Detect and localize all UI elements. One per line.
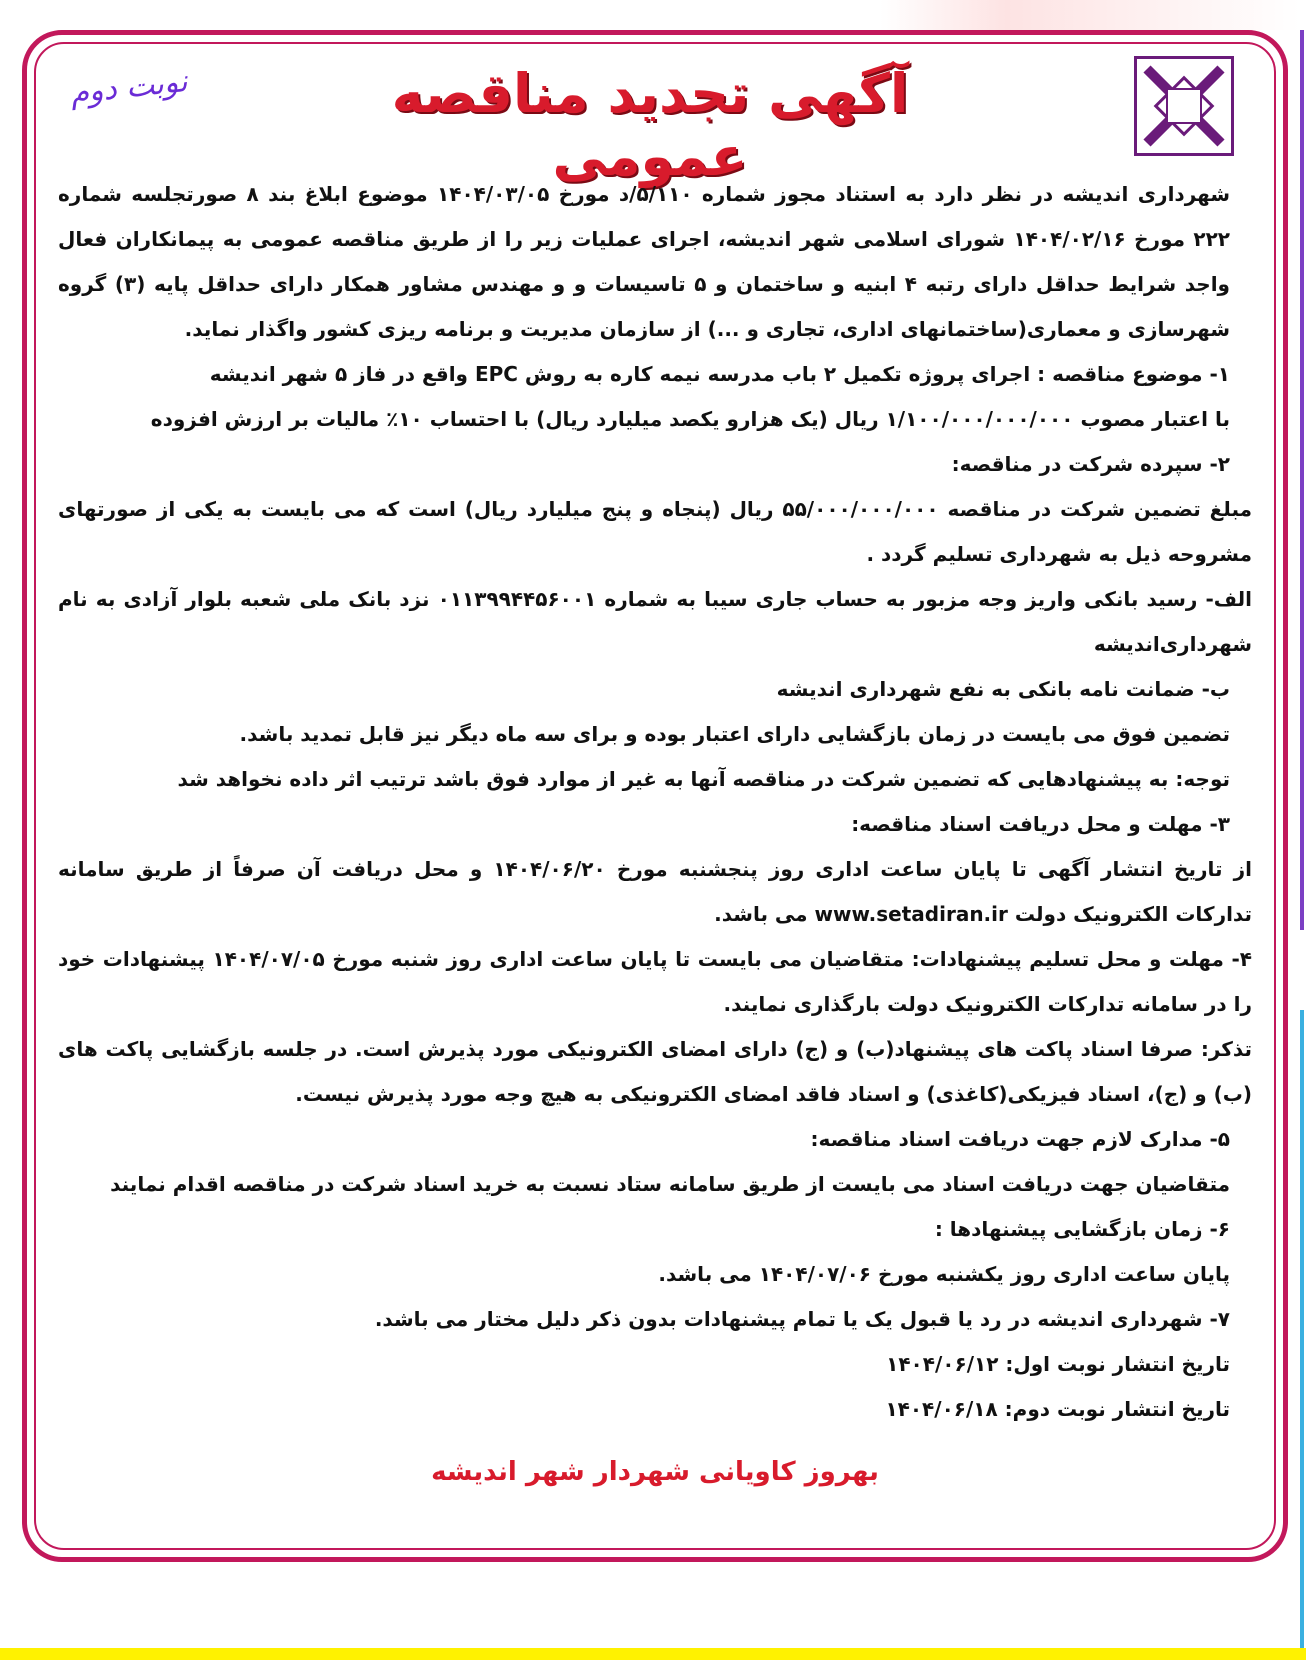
reminder-text: تذکر: صرفا اسناد پاکت های پیشنهاد(ب) و (ج) دارای امضای الکترونیکی مورد پذیرش است. در جلسه بازگشایی پاکت های (ب) و (ج)، اسناد فیزیکی(کاغذی) و اسناد فاقد امضای الکترونیکی به هیچ وجه مورد پذیرش نیست. (58, 1037, 1252, 1106)
item-1-budget: با اعتبار مصوب ۱/۱۰۰/۰۰۰/۰۰۰/۰۰۰ ریال (یک هزارو یکصد میلیارد ریال) با احتساب ۱۰٪ مالیات بر ارزش افزوده (150, 407, 1230, 431)
item-4-text: ۴- مهلت و محل تسلیم پیشنهادات: متقاضیان می بایست تا پایان ساعت اداری روز شنبه مورخ ۱۴۰۴/۰۷/۰۵ پیشنهادات خود را در سامانه تدارکات الکترونیک دولت بارگذاری نمایند. (58, 947, 1252, 1016)
page-title: آگهی تجدید مناقصه عمومی (391, 62, 909, 188)
tender-body (58, 172, 1252, 1490)
item-2-note: توجه: به پیشنهادهایی که تضمین شرکت در مناقصه آنها به غیر از موارد فوق باشد ترتیب اثر داده نخواهد شد (177, 767, 1230, 791)
item-2-title: ۲- سپرده شرکت در مناقصه: (951, 452, 1230, 476)
item-6-text: پایان ساعت اداری روز یکشنبه مورخ ۱۴۰۴/۰۷/۰۶ می باشد. (658, 1262, 1230, 1286)
item-5-title: ۵- مدارک لازم جهت دریافت اسناد مناقصه: (810, 1127, 1230, 1151)
item-6-title: ۶- زمان بازگشایی پیشنهادها : (934, 1217, 1230, 1241)
item-5-text: متقاضیان جهت دریافت اسناد می بایست از طریق سامانه ستاد نسبت به خرید اسناد شرکت در مناقصه اقدام نمایند (110, 1172, 1230, 1196)
top-watermark-strip (880, 0, 1300, 30)
side-divider-purple (1300, 30, 1304, 930)
item-2-validity: تضمین فوق می بایست در زمان بازگشایی دارای اعتبار بوده و برای سه ماه دیگر نیز قابل تمدید باشد. (239, 722, 1230, 746)
item-2-alef: الف- رسید بانکی واریز وجه مزبور به حساب جاری سیبا به شماره ۰۱۱۳۹۹۴۴۵۶۰۰۱ نزد بانک ملی شعبه بلوار آزادی به نام شهرداری‌اندیشه (58, 587, 1252, 656)
intro-paragraph: شهرداری اندیشه در نظر دارد به استناد مجوز شماره ۵/۱۱۰/د مورخ ۱۴۰۴/۰۳/۰۵ موضوع ابلاغ بند ۸ صورتجلسه شماره ۲۲۲ مورخ ۱۴۰۴/۰۲/۱۶ شورای اسلامی شهر اندیشه، اجرای عملیات زیر را از طریق مناقصه عمومی به پیمانکاران فعال واجد شرایط حداقل دارای رتبه ۴ ابنیه و ساختمان و ۵ تاسیسات و و مهندس مشاور همکار دارای حداقل پایه (۳) گروه شهرسازی و معماری(ساختمانهای اداری، تجاری و ...) از سازمان مدیریت و برنامه ریزی کشور واگذار نماید. (58, 182, 1231, 341)
bottom-strip (0, 1648, 1306, 1660)
item-7-text: ۷- شهرداری اندیشه در رد یا قبول یک یا تمام پیشنهادات بدون ذکر دلیل مختار می باشد. (374, 1307, 1230, 1331)
item-1-subject: ۱- موضوع مناقصه : اجرای پروژه تکمیل ۲ باب مدرسه نیمه کاره به روش EPC واقع در فاز ۵ شهر اندیشه (209, 362, 1230, 386)
round-label: نوبت دوم (68, 63, 190, 112)
mayor-signature: بهروز کاویانی شهردار شهر اندیشه (431, 1457, 879, 1487)
second-publication-date: تاریخ انتشار نوبت دوم: ۱۴۰۴/۰۶/۱۸ (885, 1397, 1230, 1421)
item-3-title: ۳- مهلت و محل دریافت اسناد مناقصه: (851, 812, 1230, 836)
item-2-be: ب- ضمانت نامه بانکی به نفع شهرداری اندیشه (776, 677, 1230, 701)
first-publication-date: تاریخ انتشار نوبت اول: ۱۴۰۴/۰۶/۱۲ (886, 1352, 1230, 1376)
item-3-text: از تاریخ انتشار آگهی تا پایان ساعت اداری روز پنجشنبه مورخ ۱۴۰۴/۰۶/۲۰ و محل دریافت آن صرفاً از طریق سامانه تدارکات الکترونیک دولت www.setadiran.ir می باشد. (58, 857, 1252, 926)
municipality-logo (1134, 56, 1234, 156)
side-divider-blue (1300, 1010, 1304, 1660)
item-2-text: مبلغ تضمین شرکت در مناقصه ۵۵/۰۰۰/۰۰۰/۰۰۰ ریال (پنجاه و پنج میلیارد ریال) است که می بایست به یکی از صورتهای مشروحه ذیل به شهرداری تسلیم گردد . (58, 497, 1253, 566)
